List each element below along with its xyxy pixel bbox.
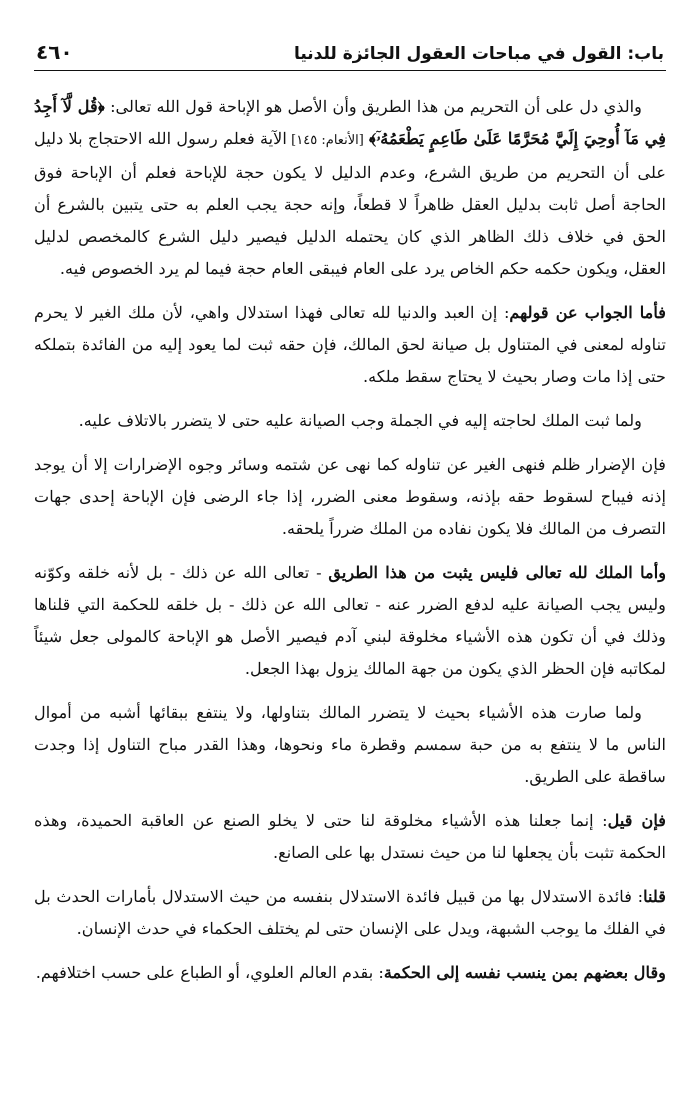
page-body [34, 91, 666, 989]
paragraph-8 [34, 881, 666, 945]
paragraph-heading: فأما الجواب عن قولهم [509, 303, 667, 322]
paragraph-text: : إن العبد والدنيا لله تعالى فهذا استدلال واهي، لأن ملك الغير لا يحرم تناوله لمعنى في المتناول بل صيانة لحق المالك، فإن حقه ثبت لما يعود إليه من الفائدة بتملكه حتى إذا مات وصار بحيث لا يحتاج سقط ملكه. [34, 303, 666, 386]
paragraph-intro: والذي دل على أن التحريم من هذا الطريق وأن الأصل هو الإباحة قول الله تعالى: [104, 97, 642, 116]
paragraph-1 [34, 91, 666, 285]
paragraph-9 [34, 957, 666, 989]
paragraph-heading: قلنا [643, 887, 666, 906]
book-page [34, 40, 666, 1001]
paragraph-3 [34, 405, 666, 437]
paragraph-text: : إنما جعلنا هذه الأشياء مخلوقة لنا حتى لا يخلو الصنع عن العاقبة الحميدة، وهذه الحكمة تثبت بأن يجعلها لنا من حيث نستدل بها على الصانع. [34, 811, 666, 862]
paragraph-6 [34, 697, 666, 793]
paragraph-heading: وأما الملك لله تعالى فليس يثبت من هذا الطريق [328, 563, 667, 582]
verse-reference: [الأنعام: ١٤٥] [286, 133, 364, 148]
paragraph-text: : بقدم العالم العلوي، أو الطباع على حسب اختلافهم. [35, 963, 384, 982]
paragraph-text: : فائدة الاستدلال بها من قبيل فائدة الاستدلال بنفسه من حيث الاستدلال بأمارات الحدث بل في الفلك ما يوجب الشبهة، ويدل على الإنسان حتى لم يختلف الحكماء في حدث الإنسان. [34, 887, 666, 938]
paragraph-text: - تعالى الله عن ذلك - بل لأنه خلقه وكوّنه وليس يجب الصيانة عليه لدفع الضرر عنه - تعالى الله عن ذلك - بل خلقه للحكمة التي قلناها وذلك في أن تكون هذه الأشياء مخلوقة لبني آدم فيصير الأصل هو الإباحة كالمولى جعل شيئاً لمكاتبه فإن الحظر الذي يكون من جهة المالك يزول بهذا الجعل. [34, 563, 666, 678]
paragraph-4 [34, 449, 666, 545]
page-header [34, 40, 666, 71]
chapter-title: باب: القول في مباحات العقول الجائزة للدنيا [293, 44, 664, 64]
paragraph-text: فإن الإضرار ظلم فنهى الغير عن تناوله كما نهى عن شتمه وسائر وجوه الإضرارات إلا أن يوجد إذنه فيباح لسقوط حقه بإذنه، وسقوط معنى الضرر، إذا جاء الرضى فإن الإباحة إحدى جهات التصرف من المالك فلا يكون نفاده من الملك ضرراً يلحقه. [34, 455, 666, 538]
paragraph-heading: وقال بعضهم بمن ينسب نفسه إلى الحكمة [383, 963, 666, 982]
page-number: ٤٦٠ [36, 40, 73, 64]
paragraph-text: الآية فعلم رسول الله الاحتجاج بلا دليل على أن التحريم من طريق الشرع، وعدم الدليل لا يكون حجة للإباحة فعلم أن الإباحة فوق الحاجة أصل ثابت بدليل العقل ظاهراً لا قطعاً، وإنه حجة يجب العلم به حتى يتبين بالشرع أن الحق في خلاف ذلك الظاهر الذي كان يحتمله الدليل فيصير دليل الشرع كالمخصص لدليل العقل، ويكون حكمه حكم الخاص يرد على العام فيبقى العام حجة فيما لم يرد الخصوص فيه. [34, 129, 666, 278]
paragraph-text: ولما ثبت الملك لحاجته إليه في الجملة وجب الصيانة عليه حتى لا يتضرر بالاتلاف عليه. [78, 411, 642, 430]
quran-verse: ﴿قُل لَّآ أَجِدُ فِي مَآ أُوحِيَ إِلَيَّ مُحَرَّمًا عَلَىٰ طَاعِمٍ يَطْعَمُهُۥٓ﴾ [34, 97, 666, 148]
paragraph-heading: فإن قيل [607, 811, 667, 830]
paragraph-7 [34, 805, 666, 869]
paragraph-5 [34, 557, 666, 685]
paragraph-2 [34, 297, 666, 393]
paragraph-text: ولما صارت هذه الأشياء بحيث لا يتضرر المالك بتناولها، ولا ينتفع ببقائها أشبه من أموال الناس ما لا ينتفع به من حبة سمسم وقطرة ماء ونحوها، وهذا القدر مباح التناول إذا وجدت ساقطة على الطريق. [34, 703, 666, 786]
